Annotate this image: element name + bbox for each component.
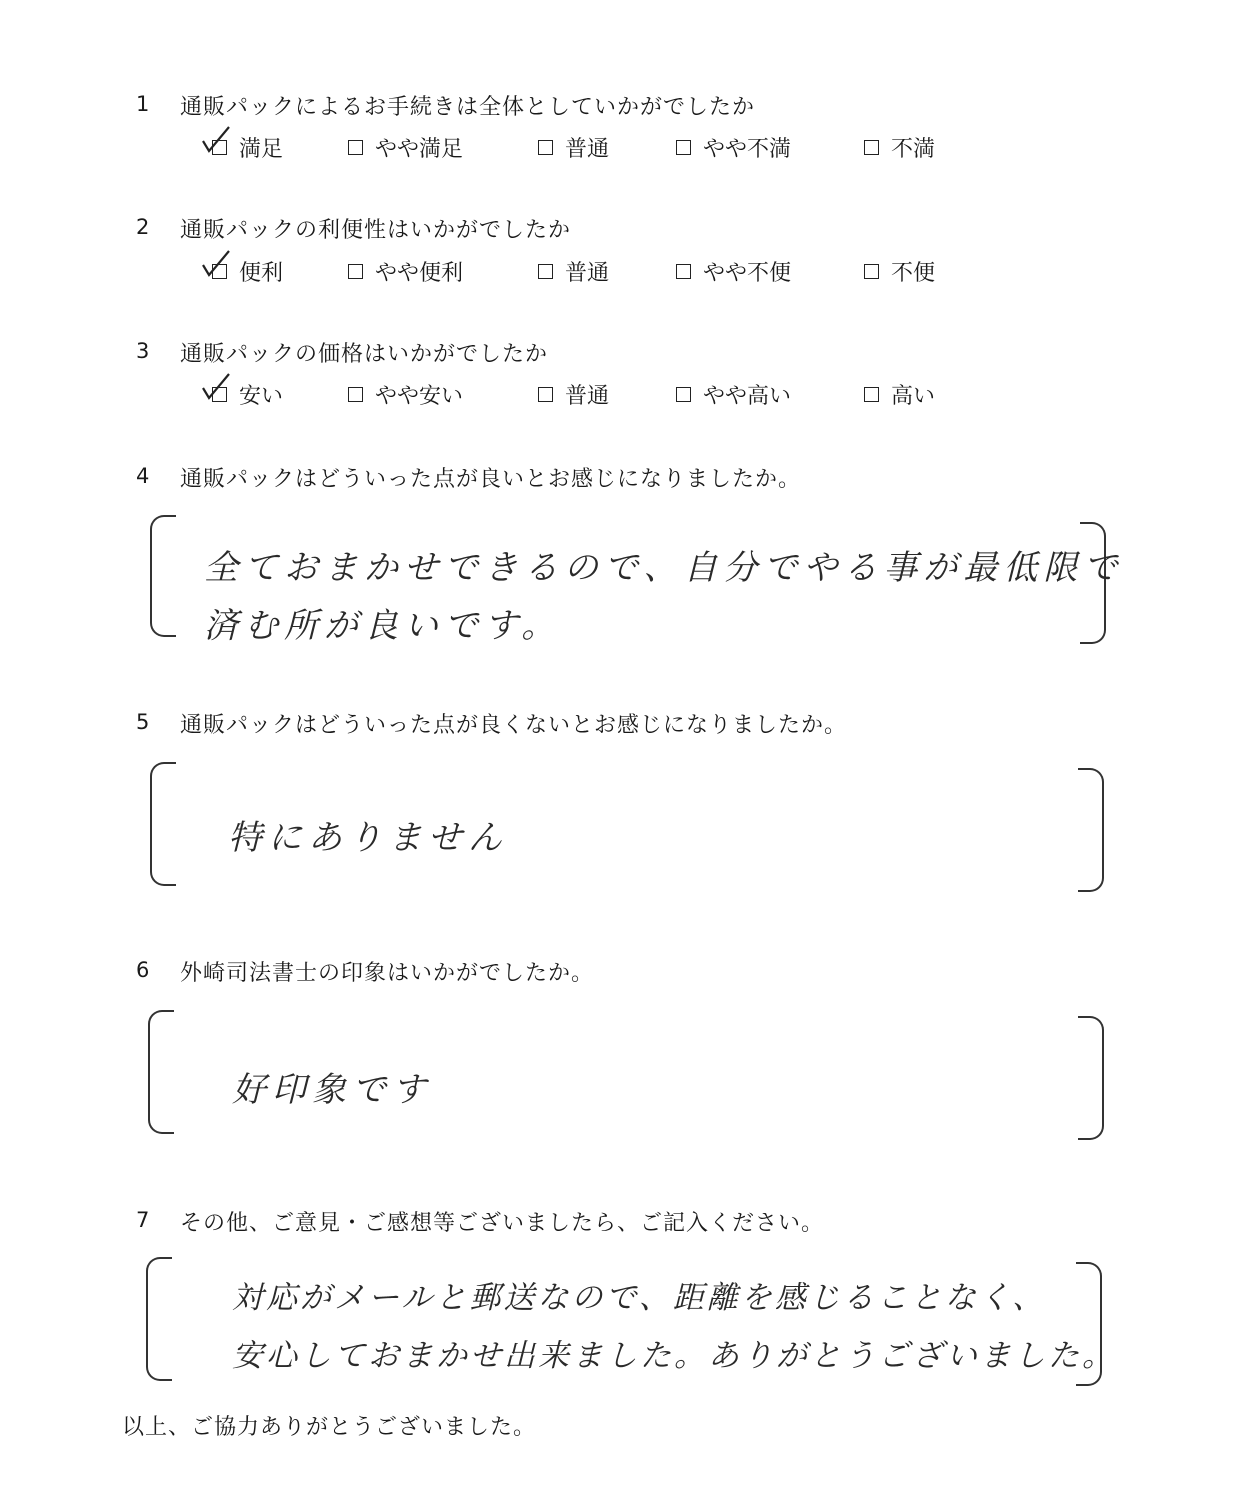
- option-label: 満足: [239, 137, 284, 162]
- option-q3-2[interactable]: [348, 379, 463, 410]
- option-q2-1[interactable]: [212, 256, 283, 287]
- option-label: 普通: [565, 261, 610, 286]
- option-label: やや満足: [375, 137, 464, 162]
- checkbox[interactable]: [538, 387, 553, 402]
- checkbox[interactable]: [864, 264, 879, 279]
- checkbox[interactable]: [676, 387, 691, 402]
- checkbox[interactable]: [348, 140, 363, 155]
- option-q2-2[interactable]: [348, 256, 463, 287]
- option-q1-5[interactable]: [864, 132, 935, 163]
- option-label: 普通: [565, 137, 610, 162]
- handwritten-answer-line: 好印象です: [232, 1070, 432, 1110]
- checkmark-icon: [199, 249, 233, 281]
- answer-bracket-left: [146, 1257, 172, 1381]
- question-text: 通販パックはどういった点が良くないとお感じになりましたか。: [180, 713, 848, 738]
- answer-bracket-left: [150, 515, 176, 637]
- option-q1-3[interactable]: [538, 132, 609, 163]
- option-q3-4[interactable]: [676, 379, 791, 410]
- answer-bracket-left: [150, 762, 176, 886]
- option-label: やや高い: [703, 384, 792, 409]
- question-number: 4: [136, 464, 150, 488]
- handwritten-answer-line: 全ておまかせできるので、自分でやる事が最低限で: [204, 548, 1124, 588]
- answer-bracket-right: [1078, 1016, 1104, 1140]
- question-text: 通販パックはどういった点が良いとお感じになりましたか。: [180, 467, 802, 492]
- checkbox[interactable]: [864, 140, 879, 155]
- handwritten-answer-line: 対応がメールと郵送なので、距離を感じることなく、: [232, 1280, 1047, 1316]
- checkbox[interactable]: [348, 387, 363, 402]
- question-text: その他、ご意見・ご感想等ございましたら、ご記入ください。: [180, 1211, 825, 1236]
- option-label: 不満: [891, 137, 936, 162]
- question-number: 7: [136, 1208, 150, 1232]
- question-number: 3: [136, 339, 150, 363]
- option-label: 安い: [239, 384, 284, 409]
- question-number: 1: [136, 92, 150, 116]
- option-label: 不便: [891, 261, 936, 286]
- option-q3-5[interactable]: [864, 379, 935, 410]
- answer-bracket-right: [1078, 768, 1104, 892]
- question-text: 通販パックの価格はいかがでしたか: [180, 342, 549, 367]
- option-q2-3[interactable]: [538, 256, 609, 287]
- option-label: 高い: [891, 384, 936, 409]
- option-q1-1[interactable]: [212, 132, 283, 163]
- handwritten-answer-line: 済む所が良いです。: [204, 606, 562, 646]
- option-label: やや不便: [703, 261, 792, 286]
- option-label: やや安い: [375, 384, 464, 409]
- handwritten-answer-line: 安心しておまかせ出来ました。ありがとうございました。: [232, 1338, 1116, 1374]
- checkbox[interactable]: [538, 264, 553, 279]
- option-label: 便利: [239, 261, 284, 286]
- option-q3-3[interactable]: [538, 379, 609, 410]
- option-label: 普通: [565, 384, 610, 409]
- checkbox[interactable]: [348, 264, 363, 279]
- answer-bracket-left: [148, 1010, 174, 1134]
- handwritten-answer-line: 特にありません: [228, 818, 508, 858]
- checkbox[interactable]: [864, 387, 879, 402]
- question-text: 通販パックによるお手続きは全体としていかがでしたか: [180, 95, 756, 120]
- option-q2-5[interactable]: [864, 256, 935, 287]
- option-label: やや便利: [375, 261, 464, 286]
- checkmark-icon: [199, 125, 233, 157]
- checkbox[interactable]: [538, 140, 553, 155]
- question-number: 2: [136, 215, 150, 239]
- checkbox[interactable]: [676, 140, 691, 155]
- option-q1-2[interactable]: [348, 132, 463, 163]
- checkbox-checked[interactable]: [212, 387, 227, 402]
- option-q3-1[interactable]: [212, 379, 283, 410]
- checkbox[interactable]: [676, 264, 691, 279]
- checkmark-icon: [199, 372, 233, 404]
- checkbox-checked[interactable]: [212, 140, 227, 155]
- question-number: 6: [136, 958, 150, 982]
- question-text: 通販パックの利便性はいかがでしたか: [180, 218, 572, 243]
- option-label: やや不満: [703, 137, 792, 162]
- option-q2-4[interactable]: [676, 256, 791, 287]
- option-q1-4[interactable]: [676, 132, 791, 163]
- checkbox-checked[interactable]: [212, 264, 227, 279]
- question-text: 外崎司法書士の印象はいかがでしたか。: [180, 961, 595, 986]
- closing-message: 以上、ご協力ありがとうございました。: [122, 1415, 537, 1440]
- question-number: 5: [136, 710, 150, 734]
